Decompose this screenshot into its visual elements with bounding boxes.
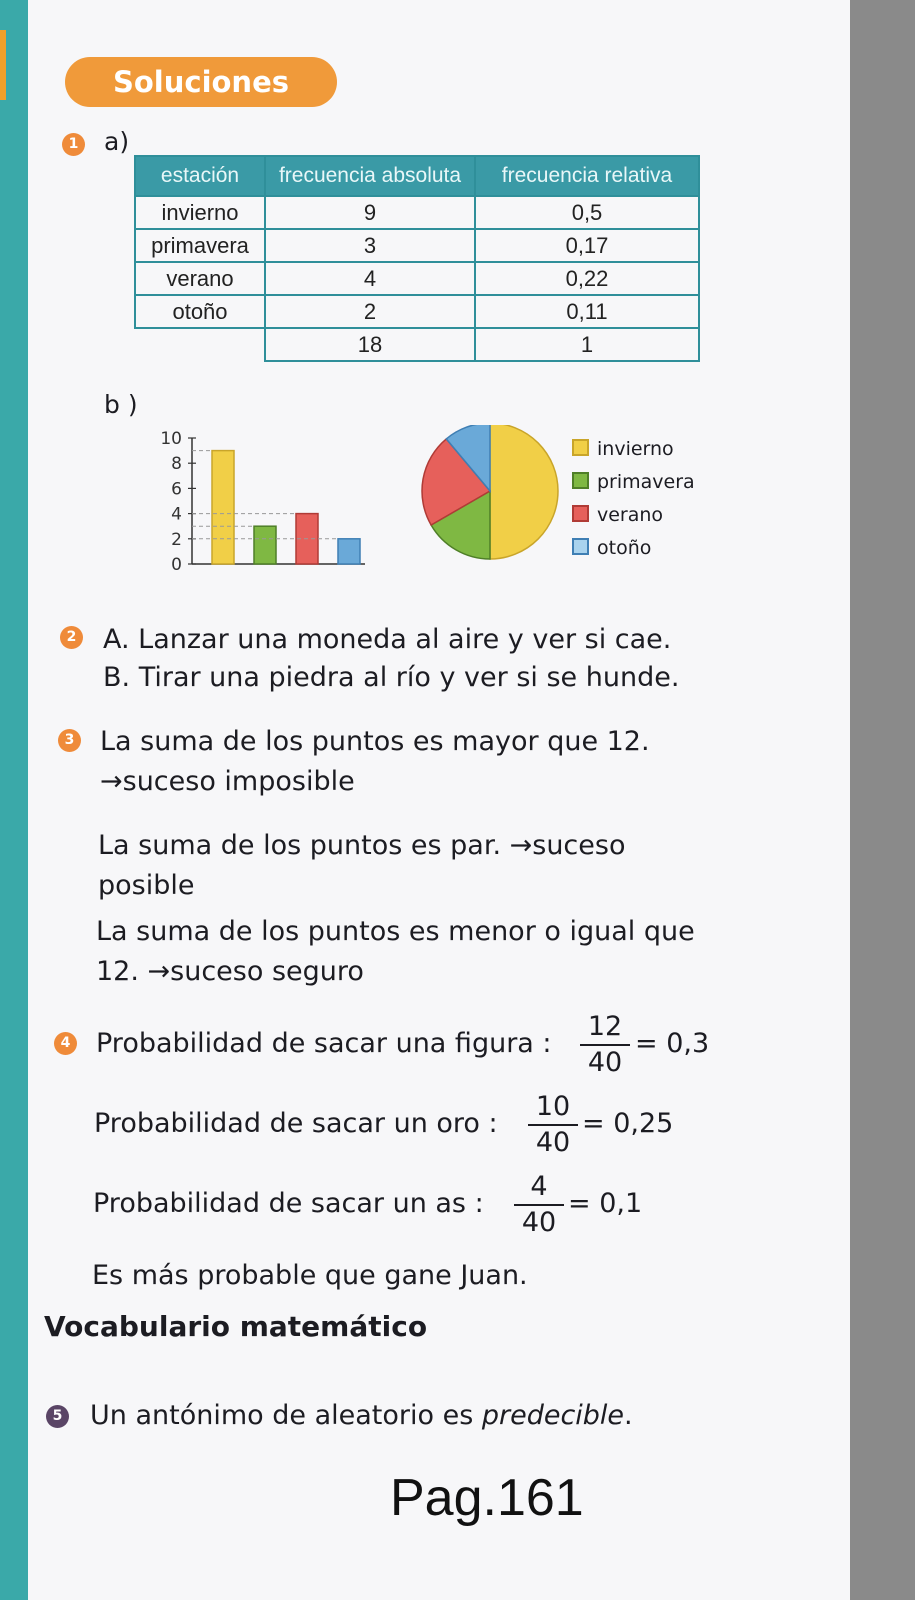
legend-swatch bbox=[572, 439, 589, 456]
legend-label: otoño bbox=[597, 537, 652, 559]
vocab-sentence bbox=[90, 1398, 633, 1434]
fraction-denominator: 40 bbox=[587, 1047, 623, 1078]
section-title: Soluciones bbox=[65, 57, 337, 107]
table-header-row bbox=[135, 156, 699, 196]
vocab-italic-word: predecible bbox=[481, 1400, 625, 1431]
fraction-denominator: 40 bbox=[535, 1127, 571, 1158]
table-cell: 0,22 bbox=[475, 262, 699, 295]
exercise-number-2: 2 bbox=[60, 626, 83, 649]
exercise-number-3: 3 bbox=[58, 729, 81, 752]
ex2-line-a: A. Lanzar una moneda al aire y ver si cae. bbox=[103, 624, 672, 655]
ex4-oro-text: Probabilidad de sacar un oro : bbox=[94, 1108, 498, 1139]
orange-edge-tab bbox=[0, 30, 6, 100]
legend-swatch bbox=[572, 472, 589, 489]
legend-swatch bbox=[572, 538, 589, 555]
table-cell: primavera bbox=[135, 229, 265, 262]
y-tick-label: 6 bbox=[171, 479, 182, 500]
y-tick-label: 4 bbox=[171, 504, 182, 525]
table-cell: otoño bbox=[135, 295, 265, 328]
y-tick-label: 10 bbox=[160, 429, 182, 449]
table-cell: 0,17 bbox=[475, 229, 699, 262]
fraction-denominator: 40 bbox=[521, 1207, 557, 1238]
ex2-line-b: B. Tirar una piedra al río y ver si se hunde. bbox=[103, 662, 680, 693]
table-cell: 4 bbox=[265, 262, 475, 295]
part-b-label: b ) bbox=[104, 390, 138, 419]
y-tick-label: 2 bbox=[171, 529, 182, 550]
pie-chart bbox=[415, 425, 565, 575]
ex4-as-fraction bbox=[514, 1170, 564, 1240]
legend-label: invierno bbox=[597, 438, 674, 460]
ex4-as-text: Probabilidad de sacar un as : bbox=[93, 1188, 484, 1219]
page-shadow bbox=[850, 0, 915, 1600]
exercise-number-4: 4 bbox=[54, 1032, 77, 1055]
legend-item-verano bbox=[572, 503, 663, 527]
vocab-heading: Vocabulario matemático bbox=[44, 1310, 428, 1343]
table-row bbox=[135, 295, 699, 328]
legend-label: verano bbox=[597, 504, 664, 526]
table-cell: 3 bbox=[265, 229, 475, 262]
ex4-figura-result: = 0,3 bbox=[635, 1028, 710, 1059]
table-cell: 1 bbox=[475, 328, 699, 361]
table-cell: verano bbox=[135, 262, 265, 295]
table-cell: 18 bbox=[265, 328, 475, 361]
ex3-line-5: La suma de los puntos es menor o igual que bbox=[96, 916, 695, 947]
legend-item-primavera bbox=[572, 470, 695, 494]
table-cell: 9 bbox=[265, 196, 475, 229]
ex4-oro-fraction bbox=[528, 1090, 578, 1160]
ex4-oro-result: = 0,25 bbox=[582, 1108, 674, 1139]
table-cell: invierno bbox=[135, 196, 265, 229]
bar-primavera bbox=[254, 526, 276, 564]
ex3-line-4: posible bbox=[98, 870, 195, 901]
legend-item-invierno bbox=[572, 437, 674, 461]
table-total-row bbox=[135, 328, 699, 361]
exercise-number-5: 5 bbox=[46, 1405, 69, 1428]
ex4-as-result: = 0,1 bbox=[568, 1188, 643, 1219]
vocab-period: . bbox=[624, 1400, 633, 1431]
y-tick-label: 8 bbox=[171, 454, 182, 475]
ex4-figura-text: Probabilidad de sacar una figura : bbox=[96, 1028, 552, 1059]
table-header: frecuencia relativa bbox=[475, 156, 699, 196]
legend-item-otono bbox=[572, 536, 651, 560]
page-number-label: Pag.161 bbox=[390, 1469, 584, 1527]
part-a-label: a) bbox=[104, 127, 130, 156]
fraction-numerator: 12 bbox=[580, 1010, 630, 1046]
pie-slice-invierno bbox=[490, 425, 558, 559]
bar-otoño bbox=[338, 539, 360, 564]
table-row bbox=[135, 229, 699, 262]
bar-invierno bbox=[212, 451, 234, 564]
table-row bbox=[135, 262, 699, 295]
table-cell: 2 bbox=[265, 295, 475, 328]
table-cell: 0,11 bbox=[475, 295, 699, 328]
ex3-line-6: 12. →suceso seguro bbox=[96, 956, 364, 987]
table-row bbox=[135, 196, 699, 229]
legend-swatch bbox=[572, 505, 589, 522]
exercise-number-1: 1 bbox=[62, 133, 85, 156]
ex4-conclusion: Es más probable que gane Juan. bbox=[92, 1260, 528, 1291]
bar-chart bbox=[150, 420, 380, 585]
table-header: frecuencia absoluta bbox=[265, 156, 475, 196]
ex3-line-3: La suma de los puntos es par. →suceso bbox=[98, 830, 626, 861]
ex3-line-2: →suceso imposible bbox=[100, 766, 355, 797]
table-cell-empty bbox=[135, 328, 265, 361]
frequency-table bbox=[134, 155, 700, 362]
table-header: estación bbox=[135, 156, 265, 196]
legend-label: primavera bbox=[597, 471, 695, 493]
vocab-text: Un antónimo de aleatorio es bbox=[90, 1400, 482, 1431]
fraction-numerator: 10 bbox=[528, 1090, 578, 1126]
teal-margin-bar bbox=[0, 0, 28, 1600]
fraction-numerator: 4 bbox=[514, 1170, 564, 1206]
ex4-figura-fraction bbox=[580, 1010, 630, 1080]
ex3-line-1: La suma de los puntos es mayor que 12. bbox=[100, 726, 650, 757]
table-cell: 0,5 bbox=[475, 196, 699, 229]
y-tick-label: 0 bbox=[171, 555, 182, 575]
